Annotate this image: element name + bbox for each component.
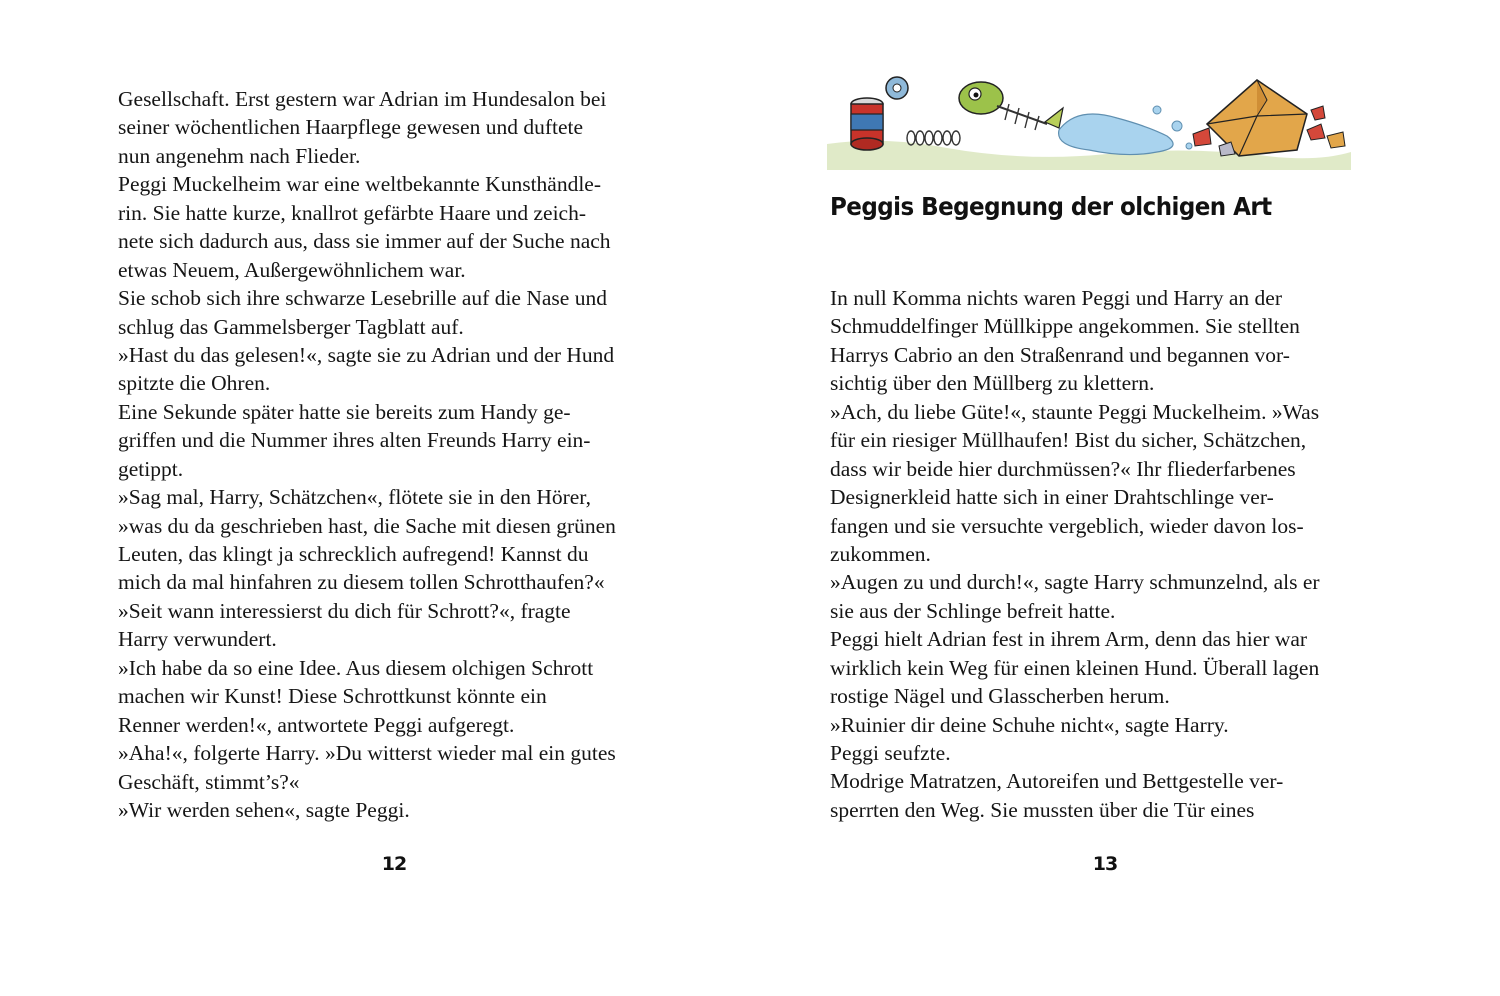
right-page-body-text xyxy=(830,284,1320,824)
text-line: rin. Sie hatte kurze, knallrot gefärbte Haare und zeich- xyxy=(118,200,587,225)
text-line: »Ruinier dir deine Schuhe nicht«, sagte Harry. xyxy=(830,712,1229,737)
page-number: 12 xyxy=(381,853,407,875)
text-line: seiner wöchentlichen Haarpflege gewesen und duftete xyxy=(118,115,584,140)
text-line: »Hast du das gelesen!«, sagte sie zu Adrian und der Hund xyxy=(118,342,615,367)
fish-skeleton-icon xyxy=(959,82,1063,130)
text-line: zukommen. xyxy=(830,541,931,566)
page-number: 13 xyxy=(1092,853,1118,875)
chapter-title: Peggis Begegnung der olchigen Art xyxy=(830,192,1272,221)
text-line: »Ach, du liebe Güte!«, staunte Peggi Muckelheim. »Was xyxy=(830,399,1320,424)
right-page xyxy=(750,0,1500,996)
text-line: sie aus der Schlinge befreit hatte. xyxy=(830,598,1116,623)
text-line: »Ich habe da so eine Idee. Aus diesem olchigen Schrott xyxy=(118,655,594,680)
left-page-body-text xyxy=(118,85,616,824)
text-line: »was du da geschrieben hast, die Sache mit diesen grünen xyxy=(118,513,616,538)
text-line: Harry verwundert. xyxy=(118,627,277,652)
text-line: für ein riesiger Müllhaufen! Bist du sicher, Schätzchen, xyxy=(830,428,1307,453)
text-line: »Sag mal, Harry, Schätzchen«, flötete sie in den Hörer, xyxy=(118,485,591,510)
text-line: Leuten, das klingt ja schrecklich aufregend! Kannst du xyxy=(118,542,589,566)
text-line: Peggi seufzte. xyxy=(830,741,951,765)
text-line: Modrige Matratzen, Autoreifen und Bettgestelle ver- xyxy=(830,769,1284,794)
tin-can-icon xyxy=(851,77,908,150)
text-line: Harrys Cabrio an den Straßenrand und begannen vor- xyxy=(830,342,1290,367)
text-line: Renner werden!«, antwortete Peggi aufgeregt. xyxy=(118,712,515,737)
text-line: »Wir werden sehen«, sagte Peggi. xyxy=(118,797,410,822)
text-line: schlug das Gammelsberger Tagblatt auf. xyxy=(118,314,464,339)
text-line: »Aha!«, folgerte Harry. »Du witterst wieder mal ein gutes xyxy=(118,741,616,766)
text-line: griffen und die Nummer ihres alten Freunds Harry ein- xyxy=(118,428,591,453)
text-line: getippt. xyxy=(118,456,184,481)
chapter-header-illustration xyxy=(827,66,1351,176)
text-line: spitzte die Ohren. xyxy=(118,371,271,396)
text-line: mich da mal hinfahren zu diesem tollen Schrotthaufen?« xyxy=(118,570,605,595)
text-line: nun angenehm nach Flieder. xyxy=(118,143,361,168)
text-line: dass wir beide hier durchmüssen?« Ihr fliederfarbenes xyxy=(830,456,1296,481)
text-line: Eine Sekunde später hatte sie bereits zum Handy ge- xyxy=(118,399,571,424)
text-line: etwas Neuem, Außergewöhnlichem war. xyxy=(118,257,466,282)
text-line: wirklich kein Weg für einen kleinen Hund. Überall lagen xyxy=(830,655,1320,680)
text-line: fangen und sie versuchte vergeblich, wieder davon los- xyxy=(830,513,1304,538)
text-line: In null Komma nichts waren Peggi und Harry an der xyxy=(830,286,1282,310)
text-line: rostige Nägel und Glasscherben herum. xyxy=(830,684,1170,709)
text-line: Peggi hielt Adrian fest in ihrem Arm, denn das hier war xyxy=(830,627,1308,652)
text-line: »Seit wann interessierst du dich für Schrott?«, fragte xyxy=(118,598,571,623)
text-line: nete sich dadurch aus, dass sie immer auf der Suche nach xyxy=(118,229,611,254)
text-line: Sie schob sich ihre schwarze Lesebrille auf die Nase und xyxy=(118,286,607,311)
text-line: machen wir Kunst! Diese Schrottkunst könnte ein xyxy=(118,684,547,709)
spring-coil-icon xyxy=(907,131,960,145)
text-line: sichtig über den Müllberg zu klettern. xyxy=(830,371,1155,396)
text-line: Schmuddelfinger Müllkippe angekommen. Sie stellten xyxy=(830,314,1300,339)
text-line: Gesellschaft. Erst gestern war Adrian im Hundesalon bei xyxy=(118,87,607,111)
text-line: Geschäft, stimmt’s?« xyxy=(118,769,300,794)
text-line: sperrten den Weg. Sie mussten über die Tür eines xyxy=(830,797,1255,822)
text-line: Designerkleid hatte sich in einer Drahtschlinge ver- xyxy=(830,485,1274,510)
puddle-icon xyxy=(1059,106,1192,155)
text-line: Peggi Muckelheim war eine weltbekannte Kunsthändle- xyxy=(118,172,602,197)
text-line: »Augen zu und durch!«, sagte Harry schmunzelnd, als er xyxy=(830,570,1320,595)
